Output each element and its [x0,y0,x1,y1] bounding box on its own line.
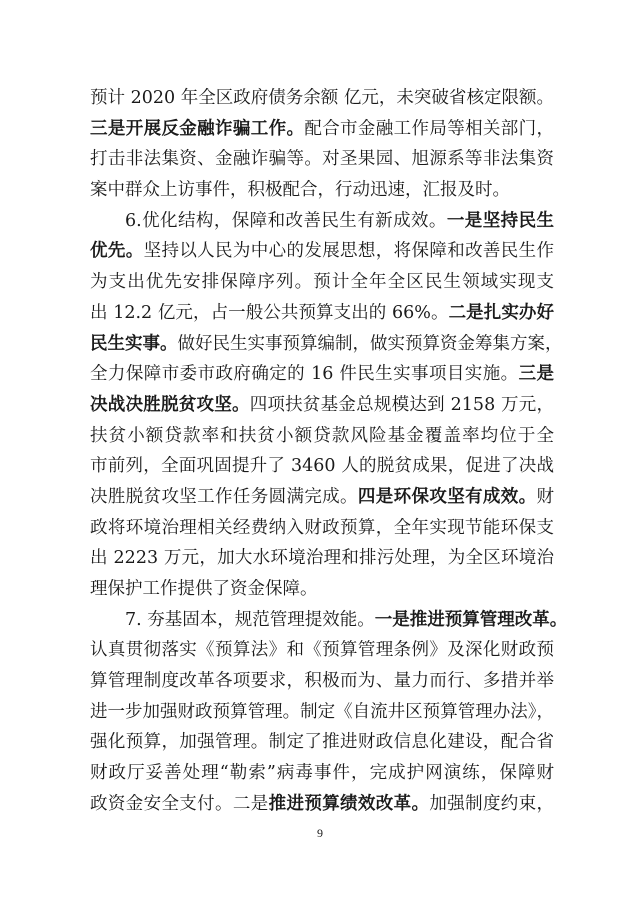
text-line: 决胜脱贫攻坚工作任务圆满完成。四是环保攻坚有成效。财 [90,486,555,507]
text-line: 预计 2020 年全区政府债务余额 亿元，未突破省核定限额。 [90,88,554,108]
text-line: 出 12.2 亿元，占一般公共预算支出的 66%。二是扎实办好 [90,302,554,323]
text-line: 7. 夯基固本，规范管理提效能。一是推进预算管理改革。 [125,609,568,630]
text-line: 理保护工作提供了资金保障。 [90,579,318,599]
text-line: 打击非法集资、金融诈骗等。对圣果园、旭源系等非法集资 [90,149,554,170]
text-line: 出 2223 万元，加大水环境治理和排污处理，为全区环境治 [90,548,554,569]
text-line: 财政厅妥善处理“勒索”病毒事件，完成护网演练，保障财 [90,763,554,784]
text-line: 政将环境治理相关经费纳入财政预算，全年实现节能环保支 [90,517,554,538]
page-number: 9 [317,826,323,840]
text-line: 强化预算，加强管理。制定了推进财政信息化建设，配合省 [90,732,554,753]
text-line: 扶贫小额贷款率和扶贫小额贷款风险基金覆盖率均位于全 [90,425,554,446]
text-line: 政资金安全支付。二是推进预算绩效改革。加强制度约束， [90,793,555,814]
text-line: 全力保障市委市政府确定的 16 件民生实事项目实施。三是 [90,364,554,385]
text-line: 民生实事。做好民生实事预算编制，做实预算资金筹集方案， [90,333,563,354]
text-line: 案中群众上访事件，积极配合，行动迅速，汇报及时。 [90,180,510,201]
body-text [90,83,568,820]
text-line: 为支出优先安排保障序列。预计全年全区民生领域实现支 [90,272,554,293]
text-line: 进一步加强财政预算管理。制定《自流井区预算管理办法》， [90,701,554,722]
text-line: 决战决胜脱贫攻坚。四项扶贫基金总规模达到 2158 万元， [90,394,554,415]
text-line: 认真贯彻落实《预算法》和《预算管理条例》及深化财政预 [90,640,554,661]
text-line: 算管理制度改革各项要求，积极而为、量力而行、多措并举 [90,671,554,692]
text-line: 三是开展反金融诈骗工作。配合市金融工作局等相关部门， [90,118,555,139]
text-line: 优先。坚持以人民为中心的发展思想，将保障和改善民生作 [90,241,555,262]
text-line: 6.优化结构，保障和改善民生有新成效。一是坚持民生 [125,210,555,231]
text-line: 市前列，全面巩固提升了 3460 人的脱贫成果，促进了决战 [90,456,554,477]
